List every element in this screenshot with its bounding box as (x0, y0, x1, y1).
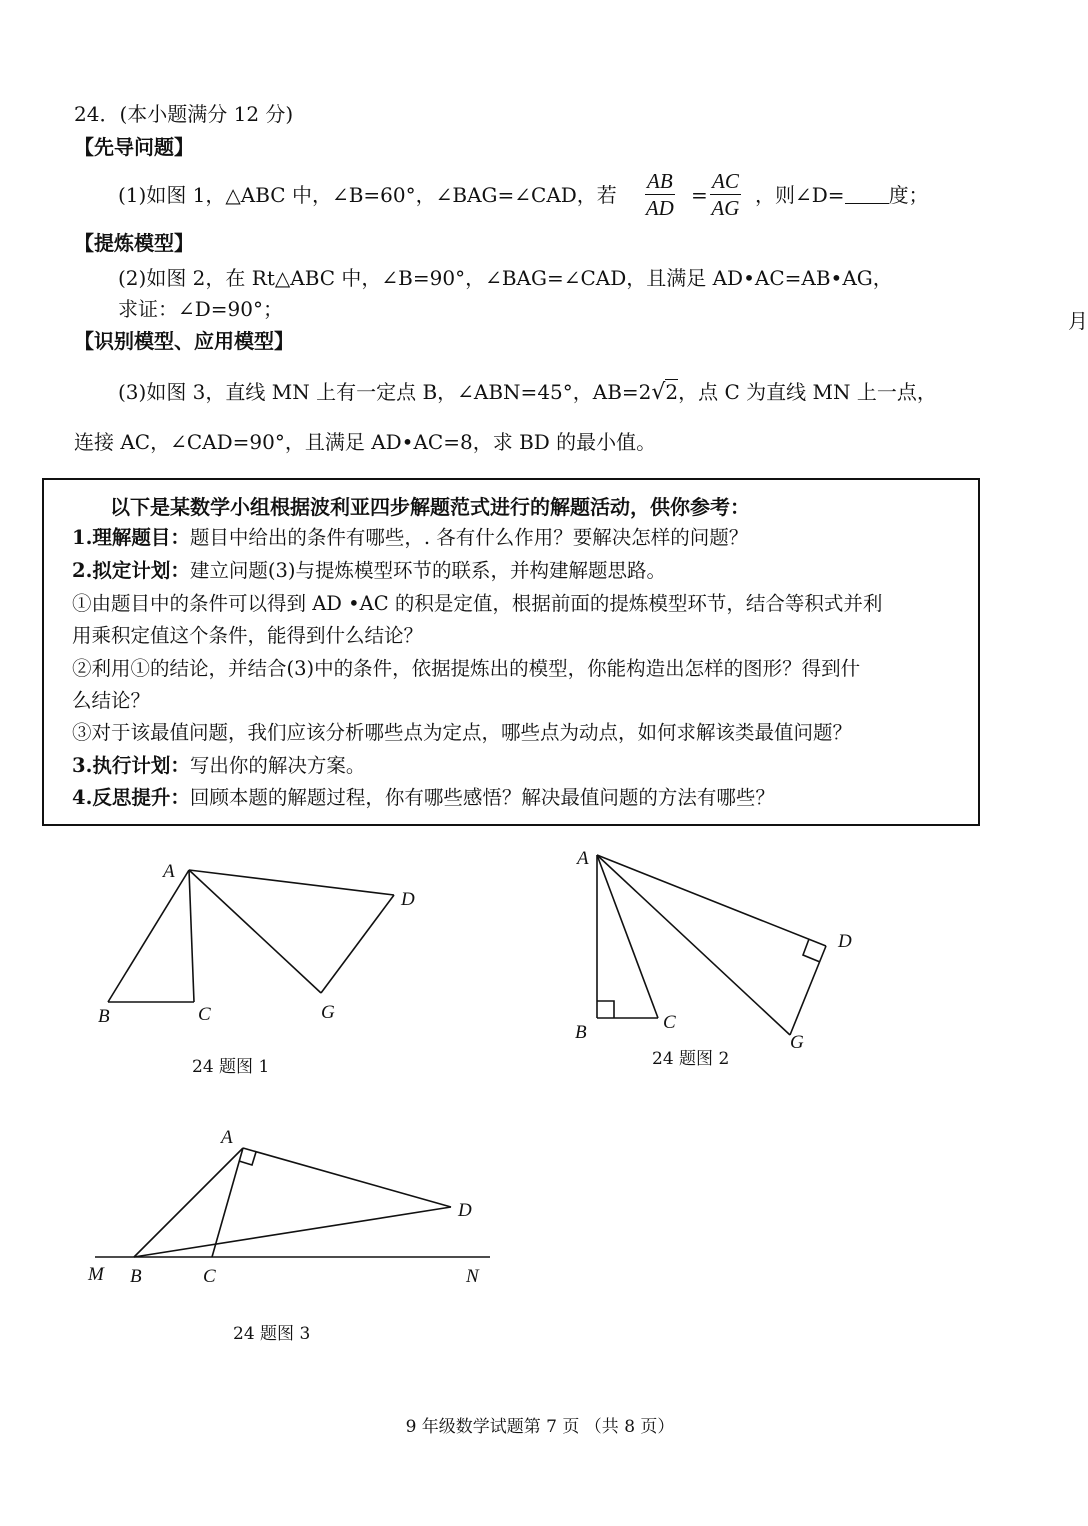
box-title: 以下是某数学小组根据波利亚四步解题范式进行的解题活动，供你参考： (110, 495, 750, 519)
question-3-line-1a: (3)如图 3，直线 MN 上有一定点 B，∠ABN=45°，AB=2 (118, 380, 652, 404)
box-step-2 (72, 557, 666, 585)
sqrt-radicand: 2 (665, 380, 679, 404)
box-step-1 (72, 524, 748, 552)
box-circle-3-line-1: ③对于该最值问题，我们应该分析哪些点为定点，哪些点为动点，如何求解该类最值问题？ (72, 721, 853, 744)
question-1-suffix (755, 181, 929, 209)
step-1-label: 1.理解题目： (72, 526, 190, 549)
fig3-label-n: N (466, 1266, 479, 1287)
figure-2 (597, 855, 826, 1035)
fig1-segment-ac (189, 870, 194, 1002)
section-heading-lead-question: 【先导问题】 (74, 135, 194, 159)
question-1-suffix-a: ，则∠D= (755, 183, 845, 207)
fig1-label-d: D (401, 889, 415, 910)
fig3-segment-bd (134, 1207, 451, 1257)
step-1-text: 题目中给出的条件有哪些，. 各有什么作用？要解决怎样的问题？ (189, 526, 749, 549)
fig2-segment-ag (597, 855, 790, 1035)
sqrt-symbol: √2 (651, 380, 679, 405)
step-3-text: 写出你的解决方案。 (189, 754, 366, 777)
fig1-segment-ab (108, 870, 189, 1002)
fig1-segment-ad (189, 870, 394, 895)
fraction-equals: = (691, 183, 708, 207)
figure-1-caption: 24 题图 1 (192, 1057, 270, 1077)
step-4-label: 4.反思提升： (72, 786, 190, 809)
fig2-segment-dg (790, 946, 826, 1035)
answer-blank[interactable] (845, 183, 889, 204)
fig2-segment-ad (597, 855, 826, 946)
fig3-label-m: M (88, 1264, 104, 1285)
box-circle-2-line-2: 么结论？ (72, 689, 151, 712)
step-3-label: 3.执行计划： (72, 754, 190, 777)
question-3-line-2: 连接 AC，∠CAD=90°，且满足 AD•AC=8，求 BD 的最小值。 (74, 430, 657, 454)
fraction-ab-ad (645, 168, 675, 221)
page-footer: 9 年级数学试题第 7 页 （共 8 页） (405, 1417, 675, 1437)
fig1-label-g: G (321, 1002, 335, 1023)
fraction-ac-ag (710, 168, 741, 221)
fig3-segment-ad (243, 1148, 451, 1207)
box-circle-2-line-1: ②利用①的结论，并结合(3)中的条件，依据提炼出的模型，你能构造出怎样的图形？得到什 (72, 657, 861, 680)
fig3-label-c: C (203, 1266, 216, 1287)
box-step-3 (72, 752, 365, 780)
fraction-numerator: AC (712, 169, 739, 193)
figure-3-caption: 24 题图 3 (233, 1324, 311, 1344)
question-3-line-1 (118, 378, 937, 407)
fig2-label-a: A (577, 848, 589, 869)
fig1-segment-dg (321, 895, 394, 993)
step-2-text: 建立问题(3)与提炼模型环节的联系，并构建解题思路。 (189, 559, 666, 582)
fig2-label-c: C (663, 1012, 676, 1033)
fig1-segment-ag (189, 870, 321, 993)
fig2-segment-ac (597, 855, 658, 1018)
fraction-numerator: AB (647, 169, 673, 193)
fig3-label-a: A (221, 1127, 233, 1148)
fig3-segment-ab (134, 1148, 243, 1257)
margin-mark: 月 (1068, 309, 1088, 333)
fraction-denominator: AG (711, 196, 740, 220)
section-heading-extract-model: 【提炼模型】 (74, 231, 194, 255)
problem-number: 24．(本小题满分 12 分) (74, 102, 294, 126)
question-1-prefix: (1)如图 1，△ABC 中，∠B=60°，∠BAG=∠CAD，若 (118, 183, 617, 207)
fig2-label-g: G (790, 1032, 804, 1053)
question-3-line-1b: ，点 C 为直线 MN 上一点， (678, 380, 937, 404)
figure-3 (95, 1148, 490, 1257)
question-2-line-1: (2)如图 2，在 Rt△ABC 中，∠B=90°，∠BAG=∠CAD，且满足 AD•AC=AB•AG， (118, 266, 893, 290)
box-step-4 (72, 784, 775, 812)
section-heading-apply-model: 【识别模型、应用模型】 (74, 329, 294, 353)
fig2-label-d: D (838, 931, 852, 952)
fig1-label-b: B (98, 1006, 110, 1027)
box-circle-1-line-2: 用乘积定值这个条件，能得到什么结论？ (72, 624, 424, 647)
fig1-label-a: A (163, 861, 175, 882)
figure-1 (108, 870, 394, 1002)
question-2-line-2: 求证：∠D=90°； (118, 297, 283, 321)
figure-2-caption: 24 题图 2 (652, 1049, 730, 1069)
box-circle-1-line-1: ①由题目中的条件可以得到 AD •AC 的积是定值，根据前面的提炼模型环节，结合等积式并利 (72, 592, 883, 615)
fraction-denominator: AD (645, 196, 674, 220)
fig1-label-c: C (198, 1004, 211, 1025)
fig2-label-b: B (575, 1022, 587, 1043)
step-2-label: 2.拟定计划： (72, 559, 190, 582)
fig3-label-b: B (130, 1266, 142, 1287)
figures-canvas (0, 830, 1080, 1390)
fig3-label-d: D (458, 1200, 472, 1221)
question-1-suffix-b: 度； (888, 183, 929, 207)
step-4-text: 回顾本题的解题过程，你有哪些感悟？解决最值问题的方法有哪些？ (189, 786, 775, 809)
fig2-right-angle-b (597, 1001, 614, 1018)
